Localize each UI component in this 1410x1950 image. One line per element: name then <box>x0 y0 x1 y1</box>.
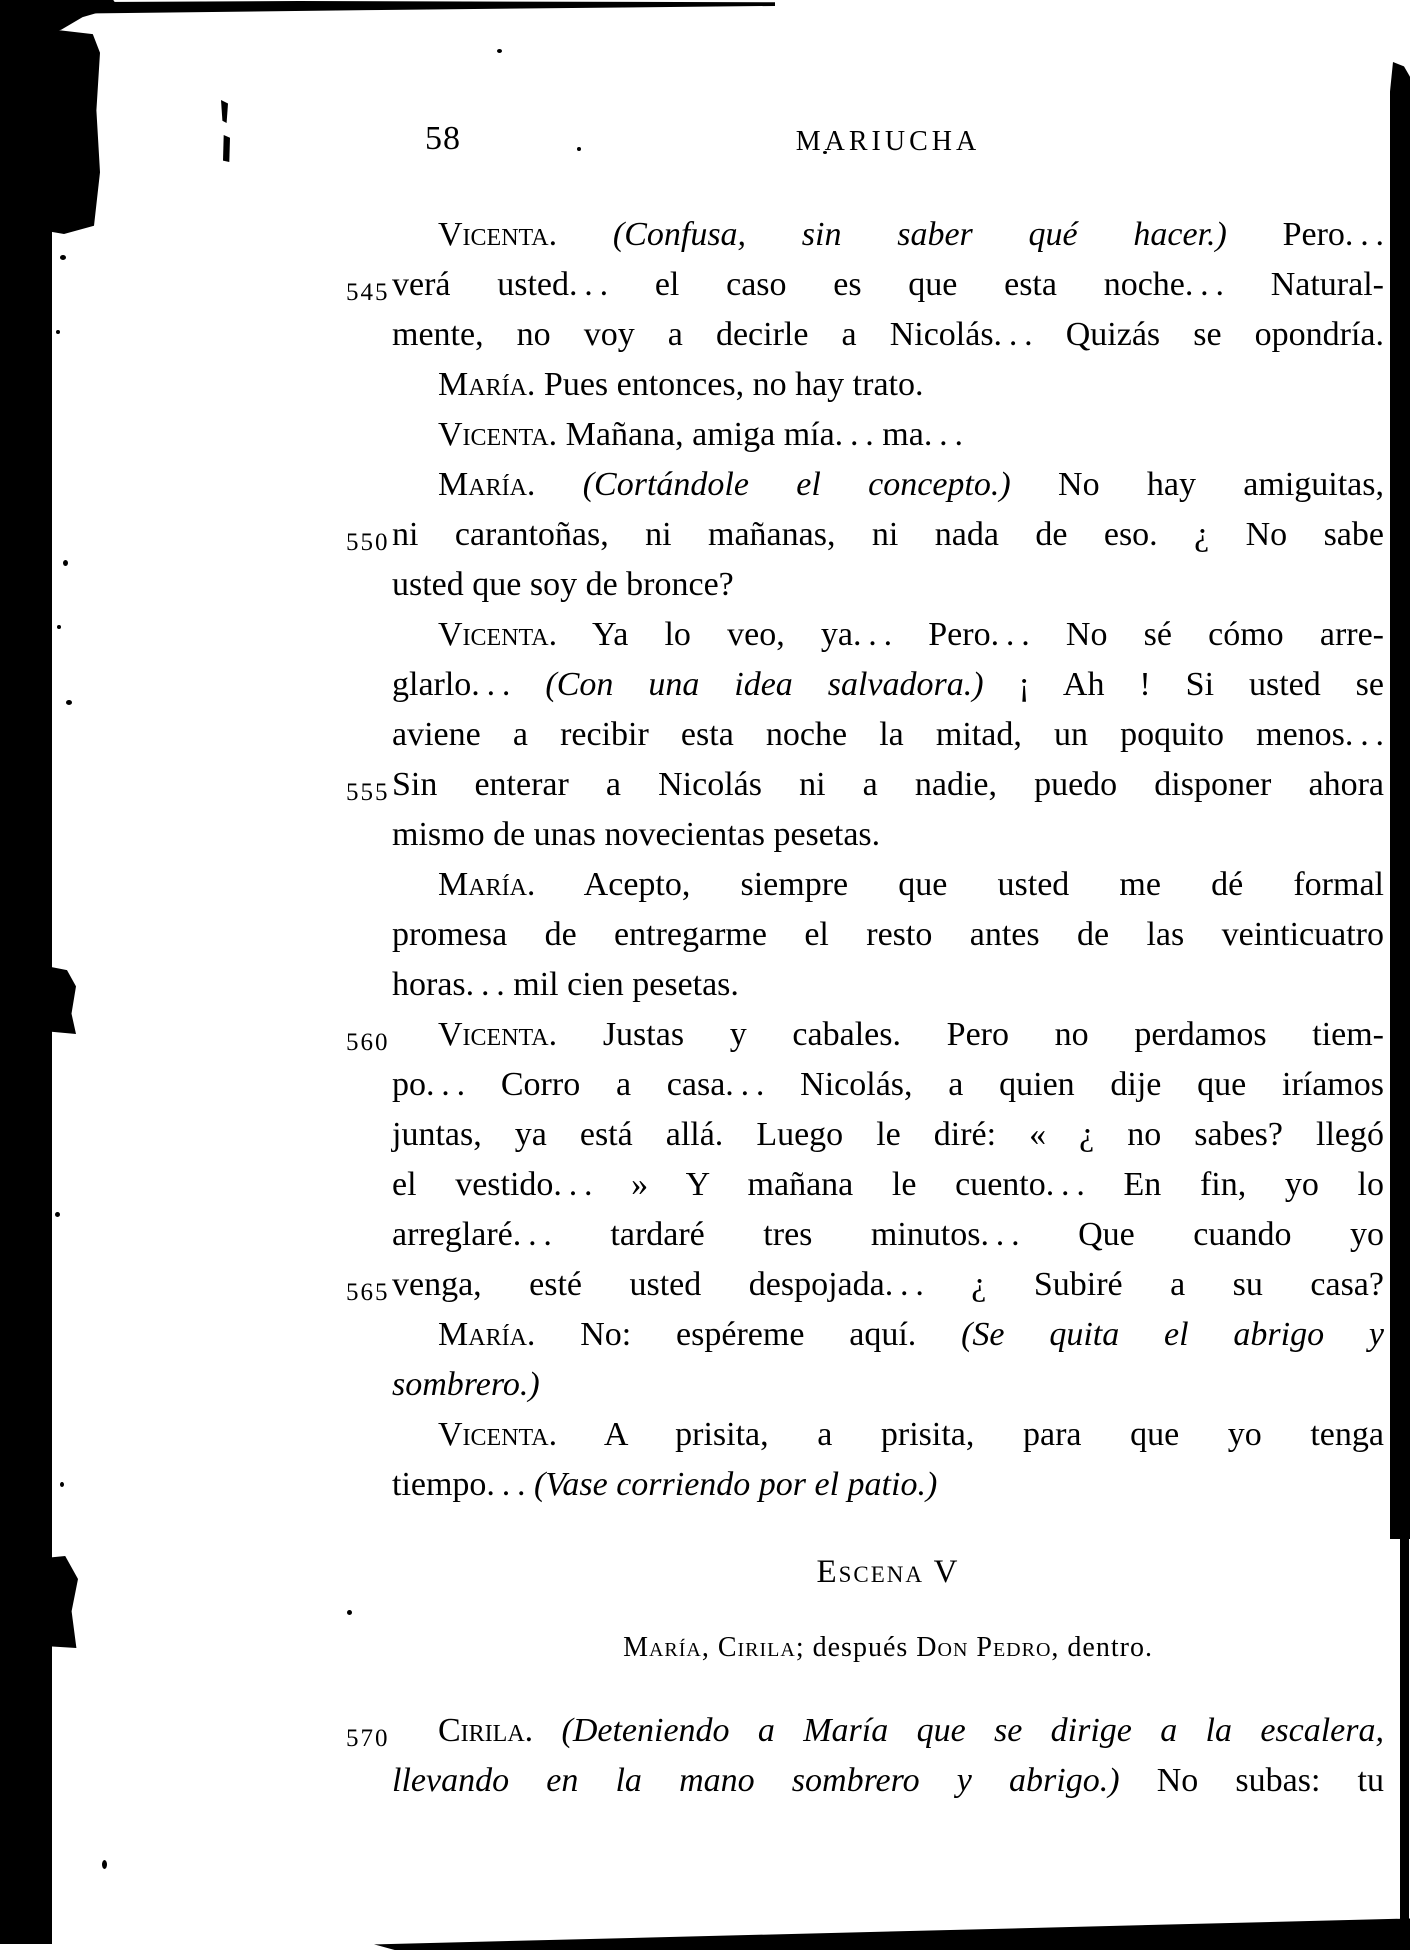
text-segment: (Con una idea salvadora.) <box>545 666 984 703</box>
text-line <box>346 514 1384 560</box>
text-segment: ni carantoñas, ni mañanas, ni nada de eso. ¿ No sabe <box>392 516 1384 553</box>
text-line <box>392 664 1384 710</box>
text-line <box>392 414 1384 460</box>
text-line <box>346 1264 1384 1310</box>
text-line <box>392 614 1384 660</box>
text-segment: María. <box>438 366 536 403</box>
scan-artifact-right-bar-thin <box>1400 1538 1409 1923</box>
line-number: 560 <box>346 1029 390 1056</box>
scan-artifact-speck <box>60 255 66 260</box>
text-segment: el vestido. . . » Y mañana le cuento. . . En fin, yo lo <box>392 1166 1384 1203</box>
text-segment: mente, no voy a decirle a Nicolás. . . Quizás se opondría. <box>392 316 1384 353</box>
text-segment: usted que soy de bronce? <box>392 566 734 603</box>
text-line <box>392 364 1384 410</box>
text-segment: Mañana, amiga mía. . . ma. . . <box>557 416 963 453</box>
line-number: 545 <box>346 279 390 306</box>
text-segment: (Confusa, sin saber qué hacer.) <box>612 216 1227 253</box>
text-segment: venga, esté usted despojada. . . ¿ Subiré a su casa? <box>392 1266 1384 1303</box>
text-line <box>392 314 1384 360</box>
text-segment: Vicenta. <box>438 216 558 253</box>
scan-artifact-left-blob <box>40 28 100 234</box>
scan-artifact-right-bar <box>1390 62 1410 1539</box>
text-segment: Acepto, siempre que usted me dé formal <box>535 866 1384 903</box>
text-segment: arreglaré. . . tardaré tres minutos. . . Que cuando yo <box>392 1216 1384 1253</box>
page-number: 58 <box>425 120 461 157</box>
text-segment: Sin enterar a Nicolás ni a nadie, puedo disponer ahora <box>392 766 1384 803</box>
text-segment: horas. . . mil cien pesetas. <box>392 966 739 1003</box>
text-segment: (Se quita el abrigo y <box>961 1316 1384 1353</box>
text-segment: (Deteniendo a María que se dirige a la escalera, <box>561 1712 1385 1749</box>
text-segment: mismo de unas novecientas pesetas. <box>392 816 881 853</box>
text-segment <box>557 216 613 253</box>
text-line <box>392 914 1384 960</box>
scan-artifact-ink-mark <box>221 100 228 123</box>
text-segment: No: espéreme aquí. <box>535 1316 962 1353</box>
text-line <box>392 1364 1384 1410</box>
text-segment: glarlo. . . <box>392 666 546 703</box>
text-segment: Vicenta. <box>438 1416 558 1453</box>
text-line <box>392 1414 1384 1460</box>
scan-artifact-speck <box>347 1610 352 1615</box>
scan-artifact-speck <box>55 1212 60 1217</box>
scene-cast-line <box>392 1627 1384 1673</box>
text-segment: María. <box>438 866 536 903</box>
text-segment: llevando en la mano sombrero y abrigo.) <box>392 1762 1120 1799</box>
text-segment: María. <box>438 466 536 503</box>
text-line <box>392 864 1384 910</box>
text-segment: verá usted. . . el caso es que esta noche. . . Natural- <box>392 266 1384 303</box>
scan-artifact-left-bump <box>46 966 76 1034</box>
text-line <box>346 264 1384 310</box>
scan-artifact-speck <box>56 330 60 334</box>
text-segment: promesa de entregarme el resto antes de las veinticuatro <box>392 916 1384 953</box>
text-segment: juntas, ya está allá. Luego le diré: « ¿ no sabes? llegó <box>392 1116 1384 1153</box>
scan-artifact-ink-mark <box>223 135 230 162</box>
scan-artifact-speck <box>102 1860 107 1869</box>
text-segment <box>533 1712 561 1749</box>
text-segment: después <box>804 1632 917 1663</box>
text-line <box>346 1710 1385 1756</box>
scan-artifact-speck <box>66 700 72 705</box>
text-line <box>346 764 1384 810</box>
text-segment: (Cortándole el concepto.) <box>582 466 1011 503</box>
line-number: 565 <box>346 1279 390 1306</box>
text-segment: po. . . Corro a casa. . . Nicolás, a quien dije que iríamos <box>392 1066 1384 1103</box>
text-line <box>346 1014 1384 1060</box>
text-segment: aviene a recibir esta noche la mitad, un poquito menos. . . <box>392 716 1384 753</box>
text-line <box>392 814 1384 860</box>
text-segment: María. <box>438 1316 536 1353</box>
text-line <box>392 1214 1384 1260</box>
text-segment: Pero. . . <box>1226 216 1385 253</box>
text-segment: A prisita, a prisita, para que yo tenga <box>557 1416 1384 1453</box>
text-segment: Don Pedro, <box>916 1632 1060 1663</box>
scan-artifact-speck <box>60 1482 64 1487</box>
text-line <box>392 564 1384 610</box>
text-segment: dentro. <box>1059 1632 1153 1663</box>
scan-artifact-left-band <box>0 0 52 1944</box>
text-segment: Escena V <box>816 1554 960 1590</box>
scan-artifact-bottom-wedge <box>374 1915 1410 1950</box>
text-segment: No subas: tu <box>1119 1762 1385 1799</box>
text-segment: Justas y cabales. Pero no perdamos tiem- <box>557 1016 1384 1053</box>
text-line <box>392 464 1384 510</box>
scan-artifact-speck <box>57 625 61 629</box>
text-line <box>392 1464 1384 1510</box>
text-line <box>392 1064 1384 1110</box>
scene-heading <box>392 1551 1384 1597</box>
text-line <box>392 1760 1384 1806</box>
text-segment: Cirila. <box>438 1712 534 1749</box>
text-line <box>392 1114 1384 1160</box>
text-segment: Vicenta. <box>438 616 558 653</box>
text-segment: Ya lo veo, ya. . . Pero. . . No sé cómo arre- <box>557 616 1384 653</box>
text-line <box>392 714 1384 760</box>
scan-artifact-top-edge-line <box>95 1 775 14</box>
scan-artifact-speck <box>63 560 68 566</box>
text-line <box>392 1164 1384 1210</box>
scan-artifact-left-bump <box>46 1556 78 1648</box>
text-segment: Pues entonces, no hay trato. <box>535 366 924 403</box>
text-segment: ¡ Ah ! Si usted se <box>983 666 1385 703</box>
text-segment <box>535 466 582 503</box>
text-segment: Vicenta. <box>438 416 558 453</box>
text-segment: María, Cirila; <box>623 1632 805 1663</box>
text-segment: sombrero.) <box>392 1366 540 1403</box>
text-segment: Vicenta. <box>438 1016 558 1053</box>
text-line <box>392 964 1384 1010</box>
running-title: MARIUCHA <box>795 126 981 157</box>
text-line <box>392 1314 1384 1360</box>
scan-artifact-speck <box>497 49 502 53</box>
line-number: 570 <box>346 1725 390 1752</box>
text-line <box>392 214 1384 260</box>
text-segment: No hay amiguitas, <box>1010 466 1385 503</box>
line-number: 555 <box>346 779 390 806</box>
line-number: 550 <box>346 529 390 556</box>
text-segment: (Vase corriendo por el patio.) <box>534 1466 938 1503</box>
text-segment: tiempo. . . <box>392 1466 535 1503</box>
